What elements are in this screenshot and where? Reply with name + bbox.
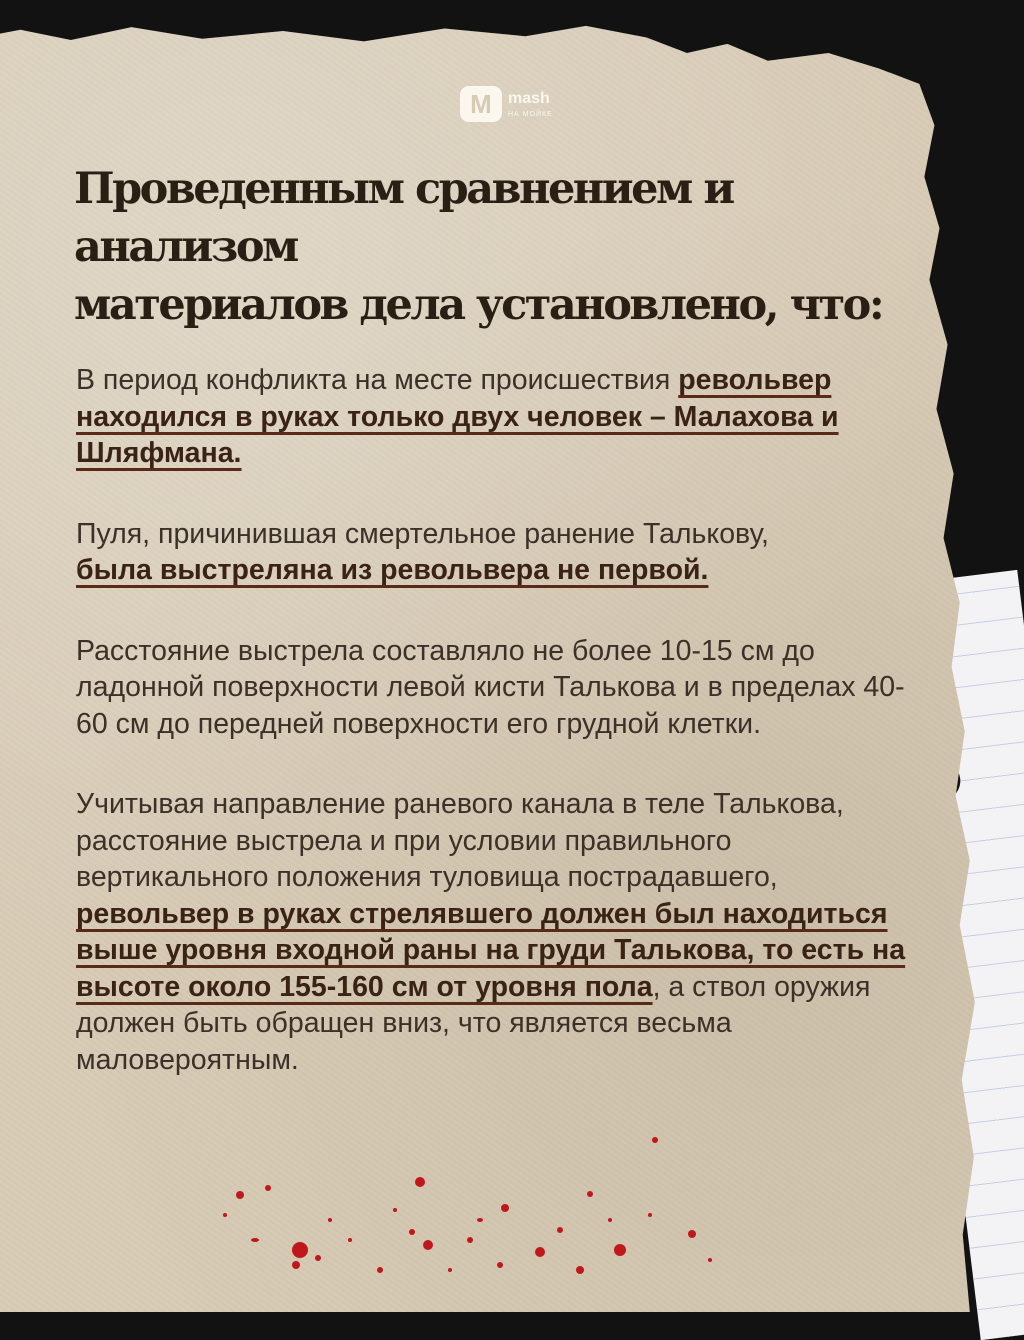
paragraph-4 (76, 786, 906, 1078)
p4-highlight: револьвер в руках стрелявшего должен был находиться выше уровня входной раны на груди Талькова, то есть на высоте около 155-160 см от уровня пола (76, 897, 906, 1003)
brand-logo (460, 86, 553, 122)
p1-text: В период конфликта на месте происшествия (76, 364, 679, 396)
paragraph-3 (76, 633, 906, 743)
paragraph-1 (76, 362, 906, 472)
mash-logo-icon (460, 86, 502, 122)
p4-text: Учитывая направление раневого канала в теле Талькова, расстояние выстрела и при условии правильного вертикального положения туловища пострадавшего, (76, 788, 844, 893)
article-body (76, 362, 906, 1122)
logo-name: mash (508, 90, 550, 107)
logo-subtitle: НА МОЙКЕ (508, 111, 553, 118)
p4-text-end: , а ствол оружия должен быть обращен вниз, что является весьма маловероятным. (76, 970, 871, 1076)
p2-text: Пуля, причинившая смертельное ранение Талькову, (76, 517, 769, 550)
p3-text: Расстояние выстрела составляло не более 10-15 см до ладонной поверхности левой кисти Талькова и в пределах 40-60 см до передней поверхности его грудной клетки. (76, 634, 905, 740)
page-title (74, 160, 954, 334)
paragraph-2 (76, 516, 906, 589)
title-line-2: материалов дела установлено, что: (74, 280, 883, 330)
blood-splatter-icon (0, 1120, 1000, 1280)
p2-highlight: была выстреляна из револьвера не первой. (76, 554, 709, 586)
title-line-1: Проведенным сравнением и анализом (74, 164, 733, 272)
p1-highlight: револьвер находился в руках только двух человек – Малахова и Шляфмана. (76, 364, 839, 469)
